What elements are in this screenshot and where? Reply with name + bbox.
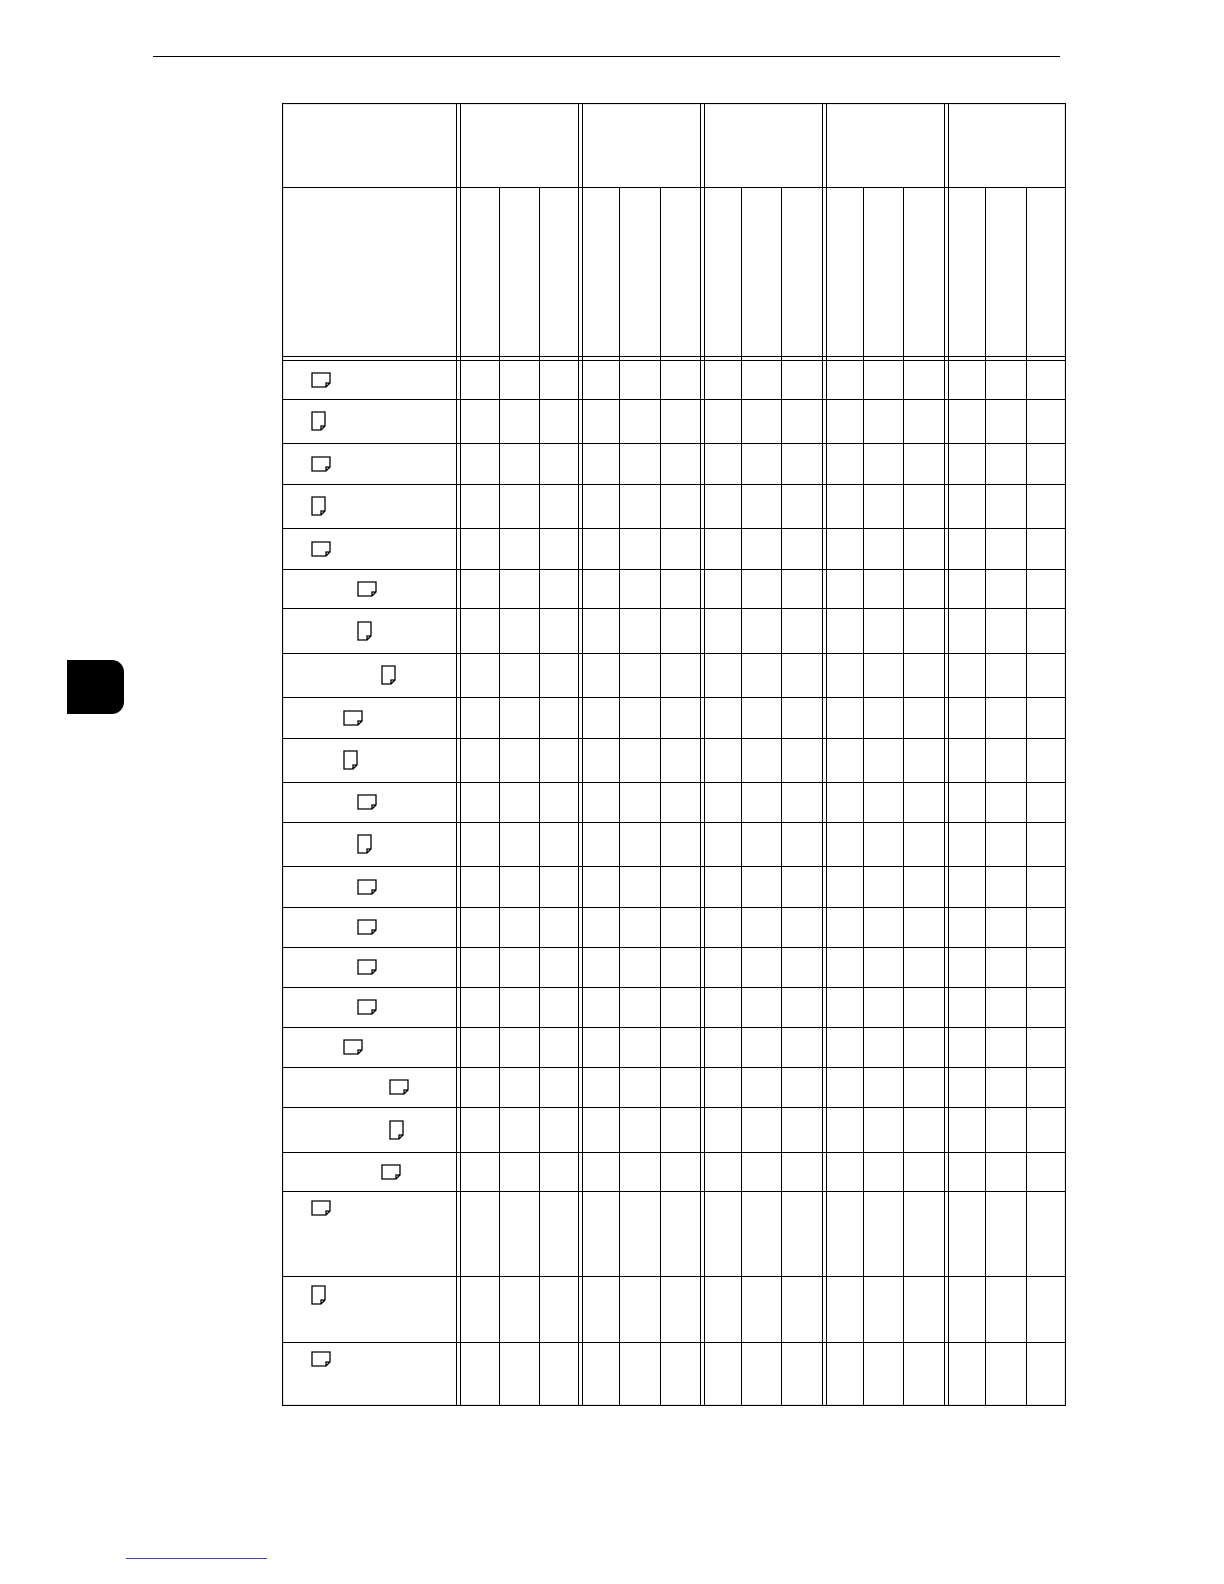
paper-landscape-icon [358, 582, 376, 596]
paper-landscape-icon [312, 1201, 330, 1215]
paper-landscape-icon [358, 880, 376, 894]
paper-landscape-icon [358, 960, 376, 974]
chapter-tab [67, 660, 124, 714]
paper-landscape-icon [312, 1352, 330, 1366]
paper-landscape-icon [312, 373, 330, 387]
paper-portrait-icon [382, 666, 395, 684]
footer-link[interactable] [126, 1558, 267, 1559]
paper-landscape-icon [344, 1040, 362, 1054]
paper-landscape-icon [358, 920, 376, 934]
paper-portrait-icon [312, 412, 325, 430]
paper-portrait-icon [390, 1121, 403, 1139]
paper-size-table-grid [282, 103, 1066, 1406]
paper-portrait-icon [358, 835, 371, 853]
paper-portrait-icon [312, 1286, 325, 1304]
paper-landscape-icon [358, 1000, 376, 1014]
paper-landscape-icon [312, 457, 330, 471]
paper-portrait-icon [312, 497, 325, 515]
paper-landscape-icon [382, 1165, 400, 1179]
paper-landscape-icon [358, 795, 376, 809]
paper-landscape-icon [344, 711, 362, 725]
header-rule [153, 56, 1060, 57]
paper-portrait-icon [358, 622, 371, 640]
paper-landscape-icon [390, 1080, 408, 1094]
paper-size-table [282, 103, 1066, 1406]
paper-landscape-icon [312, 542, 330, 556]
paper-portrait-icon [344, 751, 357, 769]
